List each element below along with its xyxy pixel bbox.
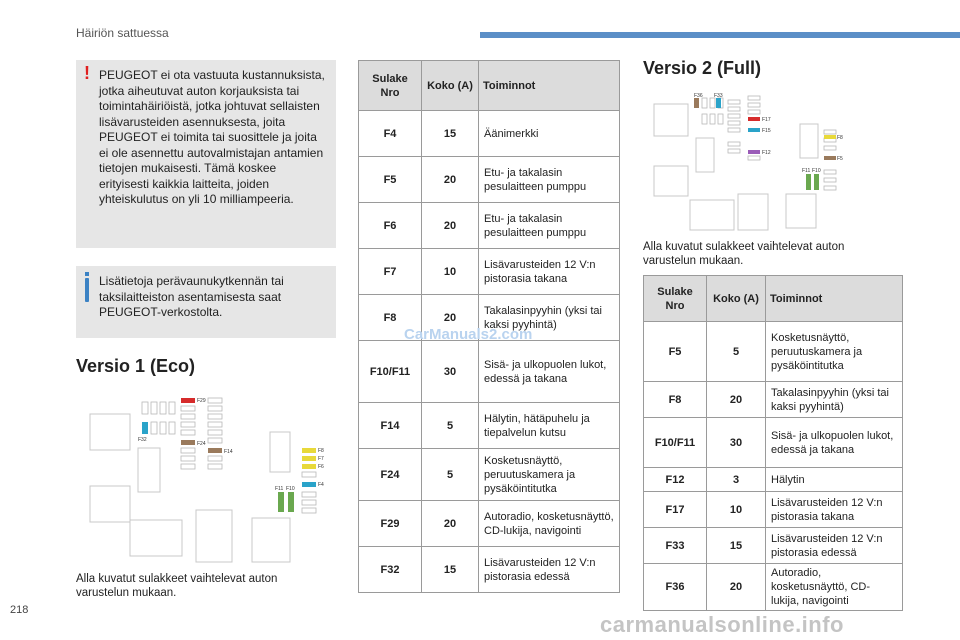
v2-label-f10: F10 [812, 168, 821, 174]
warning-text: PEUGEOT ei ota vastuuta kustannuksista, jotka aiheutuvat auton korjauksista tai toimintahäiriöistä, jotka johtuvat sellaisten lisävarusteiden asennuksesta, joita PEUGEOT ei toimita tai suosittele ja joita ei ole asennettu autovalmistajan antamien tietojen mukaisesti. Tämä koskee erityisesti kaikkia laitteita, joiden yhteiskulutus on yli 10 milliampeeria. [99, 68, 325, 206]
table-row [644, 468, 903, 492]
table-row [644, 322, 903, 382]
fuse-number-cell: F29 [359, 501, 422, 547]
fuse-function-cell: Hälytin, hätäpuhelu ja tiepalvelun kutsu [479, 403, 620, 449]
fuse-number-cell: F10/F11 [644, 418, 707, 468]
fuse-function-cell: Autoradio, kosketusnäyttö, CD-lukija, navigointi [766, 564, 903, 611]
fuse-function-cell: Autoradio, kosketusnäyttö, CD-lukija, navigointi [479, 501, 620, 547]
col-size: Koko (A) [422, 61, 479, 111]
fuse-size-cell: 15 [707, 528, 766, 564]
v1-label-f7: F7 [318, 456, 324, 462]
fuse-number-cell: F5 [359, 157, 422, 203]
header-accent-bar [480, 32, 960, 38]
fuse-number-cell: F24 [359, 449, 422, 501]
fuse-size-cell: 5 [422, 449, 479, 501]
fuse-number-cell: F4 [359, 111, 422, 157]
v1-label-f32: F32 [138, 437, 147, 443]
section-title: Häiriön sattuessa [76, 26, 169, 40]
v1-label-f11: F11 [275, 486, 284, 492]
table-row [359, 341, 620, 403]
v1-label-f6: F6 [318, 464, 324, 470]
version2-caption: Alla kuvatut sulakkeet vaihtelevat auton varustelun mukaan. [643, 241, 845, 267]
info-box [76, 266, 336, 338]
fuse-size-cell: 5 [707, 322, 766, 382]
table-row [359, 403, 620, 449]
version1-heading: Versio 1 (Eco) [76, 356, 196, 376]
warning-box [76, 60, 336, 248]
table-row [359, 249, 620, 295]
col-fuse-number: Sulake Nro [644, 276, 707, 322]
fuse-function-cell: Lisävarusteiden 12 V:n pistorasia takana [479, 249, 620, 295]
version2-fuse-table [643, 275, 903, 611]
fuse-size-cell: 5 [422, 403, 479, 449]
v1-label-f10: F10 [286, 486, 295, 492]
fuse-number-cell: F10/F11 [359, 341, 422, 403]
fuse-function-cell: Kosketusnäyttö, peruutuskamera ja pysäköintitutka [766, 322, 903, 382]
v2-label-f36: F36 [694, 93, 703, 99]
fuse-size-cell: 20 [422, 295, 479, 341]
fuse-number-cell: F32 [359, 547, 422, 593]
fuse-number-cell: F33 [644, 528, 707, 564]
fuse-function-cell: Äänimerkki [479, 111, 620, 157]
fuse-size-cell: 10 [707, 492, 766, 528]
v1-label-f14: F14 [224, 449, 233, 455]
table-row [644, 382, 903, 418]
fuse-function-cell: Kosketusnäyttö, peruutuskamera ja pysäköintitutka [479, 449, 620, 501]
page-number: 218 [10, 604, 29, 616]
warning-icon: ! [84, 63, 90, 83]
fuse-number-cell: F8 [359, 295, 422, 341]
v2-label-f12: F12 [762, 150, 771, 156]
fuse-size-cell: 20 [707, 382, 766, 418]
table-row [644, 528, 903, 564]
table-header-row [359, 61, 620, 111]
table-row [359, 111, 620, 157]
fuse-number-cell: F14 [359, 403, 422, 449]
fuse-function-cell: Lisävarusteiden 12 V:n pistorasia edessä [766, 528, 903, 564]
v2-label-f11: F11 [802, 168, 811, 174]
table-row [359, 157, 620, 203]
fuse-function-cell: Takalasinpyyhin (yksi tai kaksi pyyhintä) [479, 295, 620, 341]
fuse-function-cell: Lisävarusteiden 12 V:n pistorasia edessä [479, 547, 620, 593]
fuse-size-cell: 10 [422, 249, 479, 295]
table-row [359, 501, 620, 547]
watermark-footer: carmanualsonline.info [600, 612, 844, 637]
info-icon [85, 278, 89, 302]
fuse-size-cell: 30 [707, 418, 766, 468]
v2-label-f17: F17 [762, 117, 771, 123]
fuse-size-cell: 20 [422, 501, 479, 547]
fuse-number-cell: F17 [644, 492, 707, 528]
version2-fuse-diagram [650, 90, 850, 232]
fuse-size-cell: 30 [422, 341, 479, 403]
fuse-function-cell: Sisä- ja ulkopuolen lukot, edessä ja takana [479, 341, 620, 403]
col-functions: Toiminnot [479, 61, 620, 111]
fuse-size-cell: 20 [422, 157, 479, 203]
fuse-size-cell: 3 [707, 468, 766, 492]
fuse-number-cell: F5 [644, 322, 707, 382]
version1-caption: Alla kuvatut sulakkeet vaihtelevat auton varustelun mukaan. [76, 573, 278, 599]
table-row [359, 547, 620, 593]
info-text: Lisätietoja perävaunukytkennän tai taksilaitteiston asentamisesta saat PEUGEOT-verkostolta. [99, 274, 284, 319]
table-row [644, 418, 903, 468]
table-row [644, 564, 903, 611]
fuse-size-cell: 15 [422, 547, 479, 593]
fuse-function-cell: Sisä- ja ulkopuolen lukot, edessä ja takana [766, 418, 903, 468]
v1-label-f4: F4 [318, 482, 324, 488]
watermark-center: CarManuals2.com [404, 326, 533, 343]
fuse-number-cell: F8 [644, 382, 707, 418]
table-row [359, 203, 620, 249]
fuse-number-cell: F12 [644, 468, 707, 492]
v2-label-f15: F15 [762, 128, 771, 134]
fuse-function-cell: Etu- ja takalasin pesulaitteen pumppu [479, 157, 620, 203]
v2-label-f8: F8 [837, 135, 843, 141]
fuse-number-cell: F6 [359, 203, 422, 249]
col-fuse-number: Sulake Nro [359, 61, 422, 111]
table-header-row [644, 276, 903, 322]
col-functions: Toiminnot [766, 276, 903, 322]
table-row [644, 492, 903, 528]
fuse-number-cell: F7 [359, 249, 422, 295]
v2-label-f5: F5 [837, 156, 843, 162]
v1-label-f24: F24 [197, 441, 206, 447]
table-row [359, 449, 620, 501]
fuse-size-cell: 20 [707, 564, 766, 611]
fuse-size-cell: 15 [422, 111, 479, 157]
v1-label-f29: F29 [197, 398, 206, 404]
fuse-number-cell: F36 [644, 564, 707, 611]
v2-label-f33: F33 [714, 93, 723, 99]
fuse-size-cell: 20 [422, 203, 479, 249]
version1-fuse-diagram [84, 392, 324, 564]
v1-label-f8: F8 [318, 448, 324, 454]
fuse-function-cell: Takalasinpyyhin (yksi tai kaksi pyyhintä) [766, 382, 903, 418]
fuse-function-cell: Lisävarusteiden 12 V:n pistorasia takana [766, 492, 903, 528]
fuse-function-cell: Hälytin [766, 468, 903, 492]
col-size: Koko (A) [707, 276, 766, 322]
fuse-function-cell: Etu- ja takalasin pesulaitteen pumppu [479, 203, 620, 249]
version2-heading: Versio 2 (Full) [643, 58, 762, 78]
